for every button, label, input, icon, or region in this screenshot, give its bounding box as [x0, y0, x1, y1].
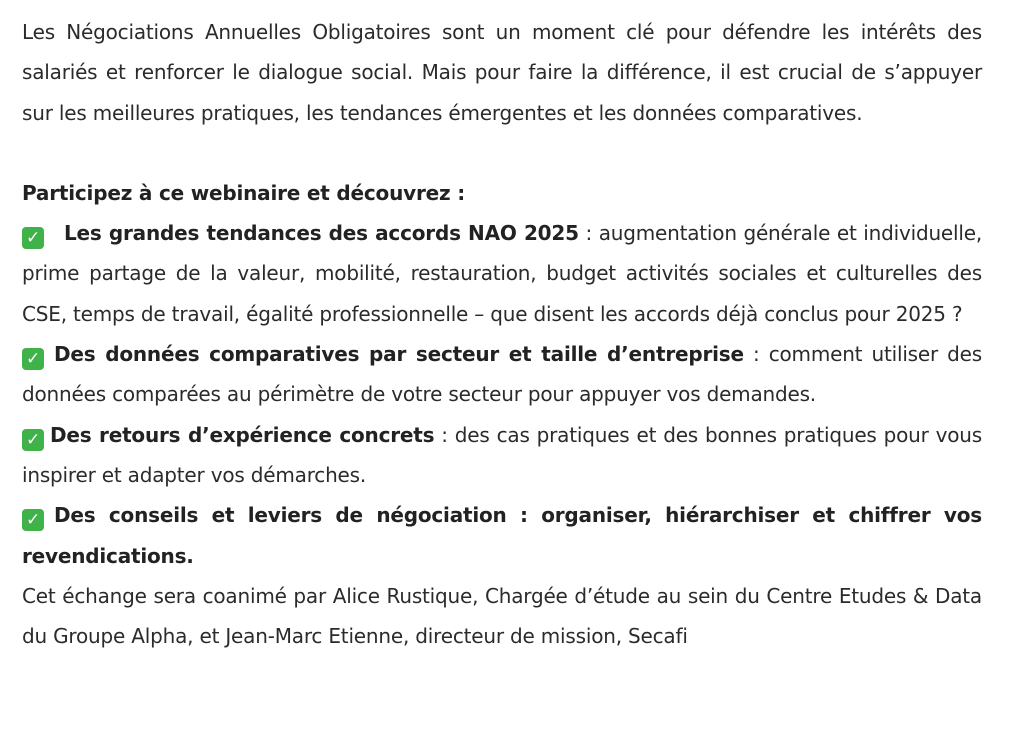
check-mark-icon: ✓ [22, 509, 44, 531]
article-body [22, 12, 982, 656]
list-item [22, 334, 982, 415]
closing-paragraph: Cet échange sera coanimé par Alice Rustique, Chargée d’étude au sein du Centre Etudes & Data du Groupe Alpha, et Jean-Marc Etienne, directeur de mission, Secafi [22, 583, 982, 649]
check-mark-icon: ✓ [22, 227, 44, 249]
list-item-description: : augmentation générale et individuelle, prime partage de la valeur, mobilité, restauration, budget activités sociales et culturelles des CSE, temps de travail, égalité professionnelle – que disent les accords déjà conclus pour 2025 ? [22, 221, 982, 326]
check-mark-icon: ✓ [22, 429, 44, 451]
list-item-description: : comment utiliser des données comparées au périmètre de votre secteur pour appuyer vos demandes. [22, 342, 982, 407]
check-mark-icon: ✓ [22, 348, 44, 370]
list-item-description: : des cas pratiques et des bonnes pratiques pour vous inspirer et adapter vos démarches. [22, 422, 982, 487]
list-item [22, 213, 982, 334]
list-item [22, 495, 982, 576]
list-item-title: Des retours d’expérience concrets [50, 422, 435, 447]
intro-paragraph: Les Négociations Annuelles Obligatoires sont un moment clé pour défendre les intérêts des salariés et renforcer le dialogue social. Mais pour faire la différence, il est crucial de s’appuyer sur les meilleures pratiques, les tendances émergentes et les données comparatives. [22, 20, 982, 125]
list-item-title: Des conseils et leviers de négociation : organiser, hiérarchiser et chiffrer vos revendications. [22, 503, 982, 568]
spacer [22, 133, 982, 173]
list-item-title: Des données comparatives par secteur et taille d’entreprise [54, 342, 744, 367]
list-item-title: Les grandes tendances des accords NAO 2025 [64, 221, 579, 246]
cta-title-text: Participez à ce webinaire et découvrez : [22, 180, 465, 205]
list-item [22, 415, 982, 496]
cta-title [22, 173, 982, 213]
